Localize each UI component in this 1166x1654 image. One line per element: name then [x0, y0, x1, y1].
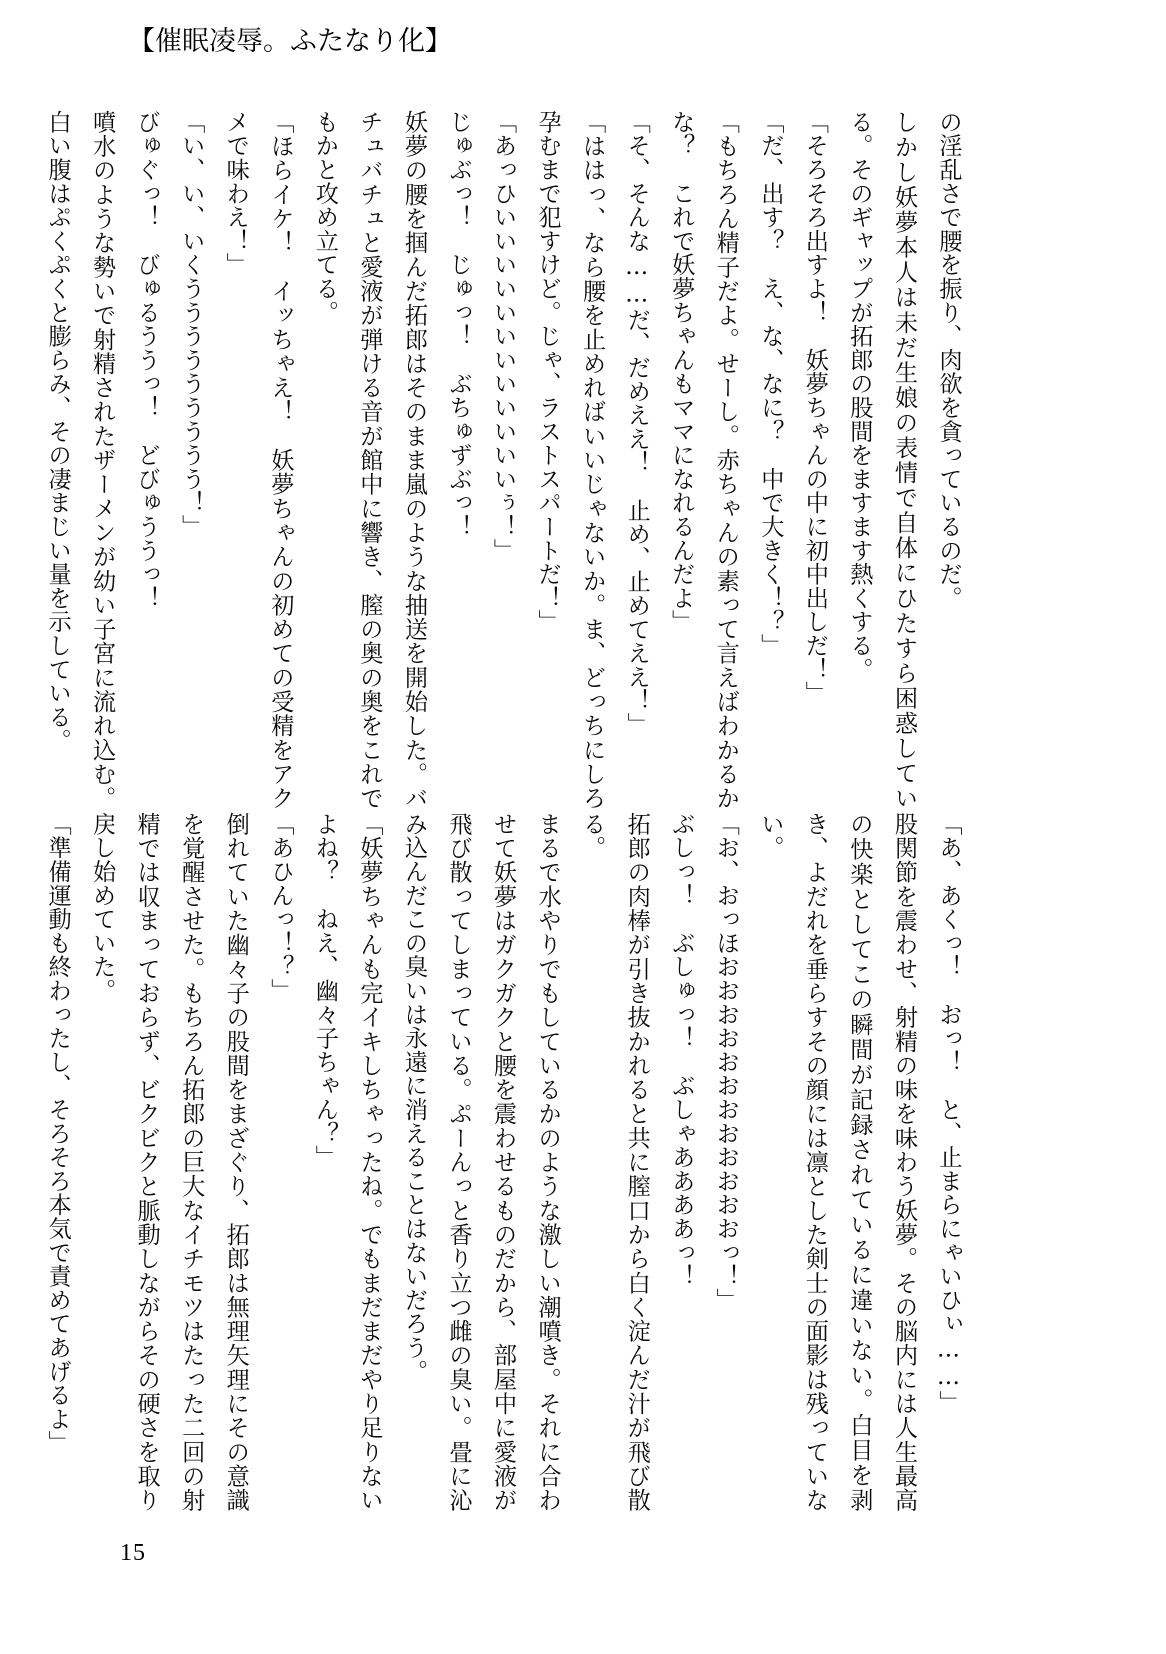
paragraph: 妖夢の腰を掴んだ拓郎はそのまま嵐のような抽送を開始した。バチュバチュと愛液が弾ける音が館中に響き、膣の奥の奥をこれでもかと攻め立てる。: [311, 110, 428, 810]
paragraph: 「妖夢ちゃんも完イキしちゃったね。でもまだまだやり足りないよね？ ねえ、幽々子ちゃん？」: [311, 812, 383, 1512]
paragraph: 「い、い、いくううううううううう！」: [177, 110, 205, 539]
paragraph: まるで水やりでもしているかのような激しい潮噴き。それに合わせて妖夢はガクガクと腰を震わせるものだから、部屋中に愛液が飛び散ってしまっている。ぷーんっと香り立つ雌の臭い。畳に沁み込んだこの臭いは永遠に消えることはないだろう。: [400, 812, 562, 1512]
paragraph: じゅぶっ！ じゅっ！ ぶちゅずぶっ！: [444, 110, 472, 539]
paragraph: 「そろそろ出すよ！ 妖夢ちゃんの中に初中出しだ！」: [801, 110, 829, 705]
paragraph: 「ほらイケ！ イッちゃえ！ 妖夢ちゃんの初めての受精をアクメで味わえ！」: [222, 110, 294, 810]
paragraph: 股関節を震わせ、射精の味を味わう妖夢。その脳内には人生最高の快楽としてこの瞬間が記録されているに違いない。白目を剥き、よだれを垂らすその顔には凛とした剣士の面影は残っていない。: [756, 812, 918, 1512]
body-text-block-top: [44, 110, 970, 810]
paragraph: 「あっひいいいいいいいいいいいいぅ！」: [489, 110, 517, 563]
paragraph: ぶしっ！ ぶしゅっ！ ぶしゃああああっ！: [667, 812, 695, 1288]
paragraph: 「あ、あくっ！ おっ！ と、止まらにゃいひぃ……」: [935, 812, 962, 1415]
paragraph: 「ははっ、なら腰を止めればいいじゃないか。ま、どっちにしろ孕むまで犯すけど。じゃ、ラストスパートだ！」: [534, 110, 606, 810]
paragraph: の淫乱さで腰を振り、肉欲を貪っているのだ。: [935, 110, 962, 610]
paragraph: 「お、おっほおおおおおおおおおおおおっ！」: [712, 812, 740, 1312]
body-text-block-bottom: [44, 812, 970, 1512]
paragraph: 拓郎の肉棒が引き抜かれると共に膣口から白く淀んだ汁が飛び散る。: [578, 812, 651, 1512]
paragraph: 「あひんっ！？」: [266, 812, 294, 1003]
paragraph: 「だ、出す？ え、な、なに？ 中で大きく！？」: [756, 110, 784, 658]
page-number: 15: [120, 1540, 146, 1566]
paragraph: びゅぐっ！ びゅるううっ！ どびゅううっ！: [133, 110, 161, 610]
page-header-title: 【催眠凌辱。ふたなり化】: [128, 26, 452, 57]
paragraph: 噴水のような勢いで射精されたザーメンが幼い子宮に流れ込む。白い腹はぷくぷくと膨らみ、その凄まじい量を示している。: [44, 110, 116, 810]
paragraph: 「もちろん精子だよ。せーし。赤ちゃんの素って言えばわかるかな？ これで妖夢ちゃんもママになれるんだよ」: [667, 110, 740, 810]
paragraph: 「そ、そんな……だ、だめええ！ 止め、止めてええ！」: [623, 110, 651, 737]
paragraph: 「準備運動も終わったし、そろそろ本気で責めてあげるよ」: [44, 812, 72, 1455]
paragraph: 倒れていた幽々子の股間をまざぐり、拓郎は無理矢理にその意識を覚醒させた。もちろん拓郎の巨大なイチモツはたった二回の射精では収まっておらず、ビクビクと脈動しながらその硬さを取り戻し始めていた。: [88, 812, 250, 1512]
paragraph: しかし妖夢本人は未だ生娘の表情で自体にひたすら困惑している。そのギャップが拓郎の股間をますます熱くする。: [845, 110, 918, 810]
